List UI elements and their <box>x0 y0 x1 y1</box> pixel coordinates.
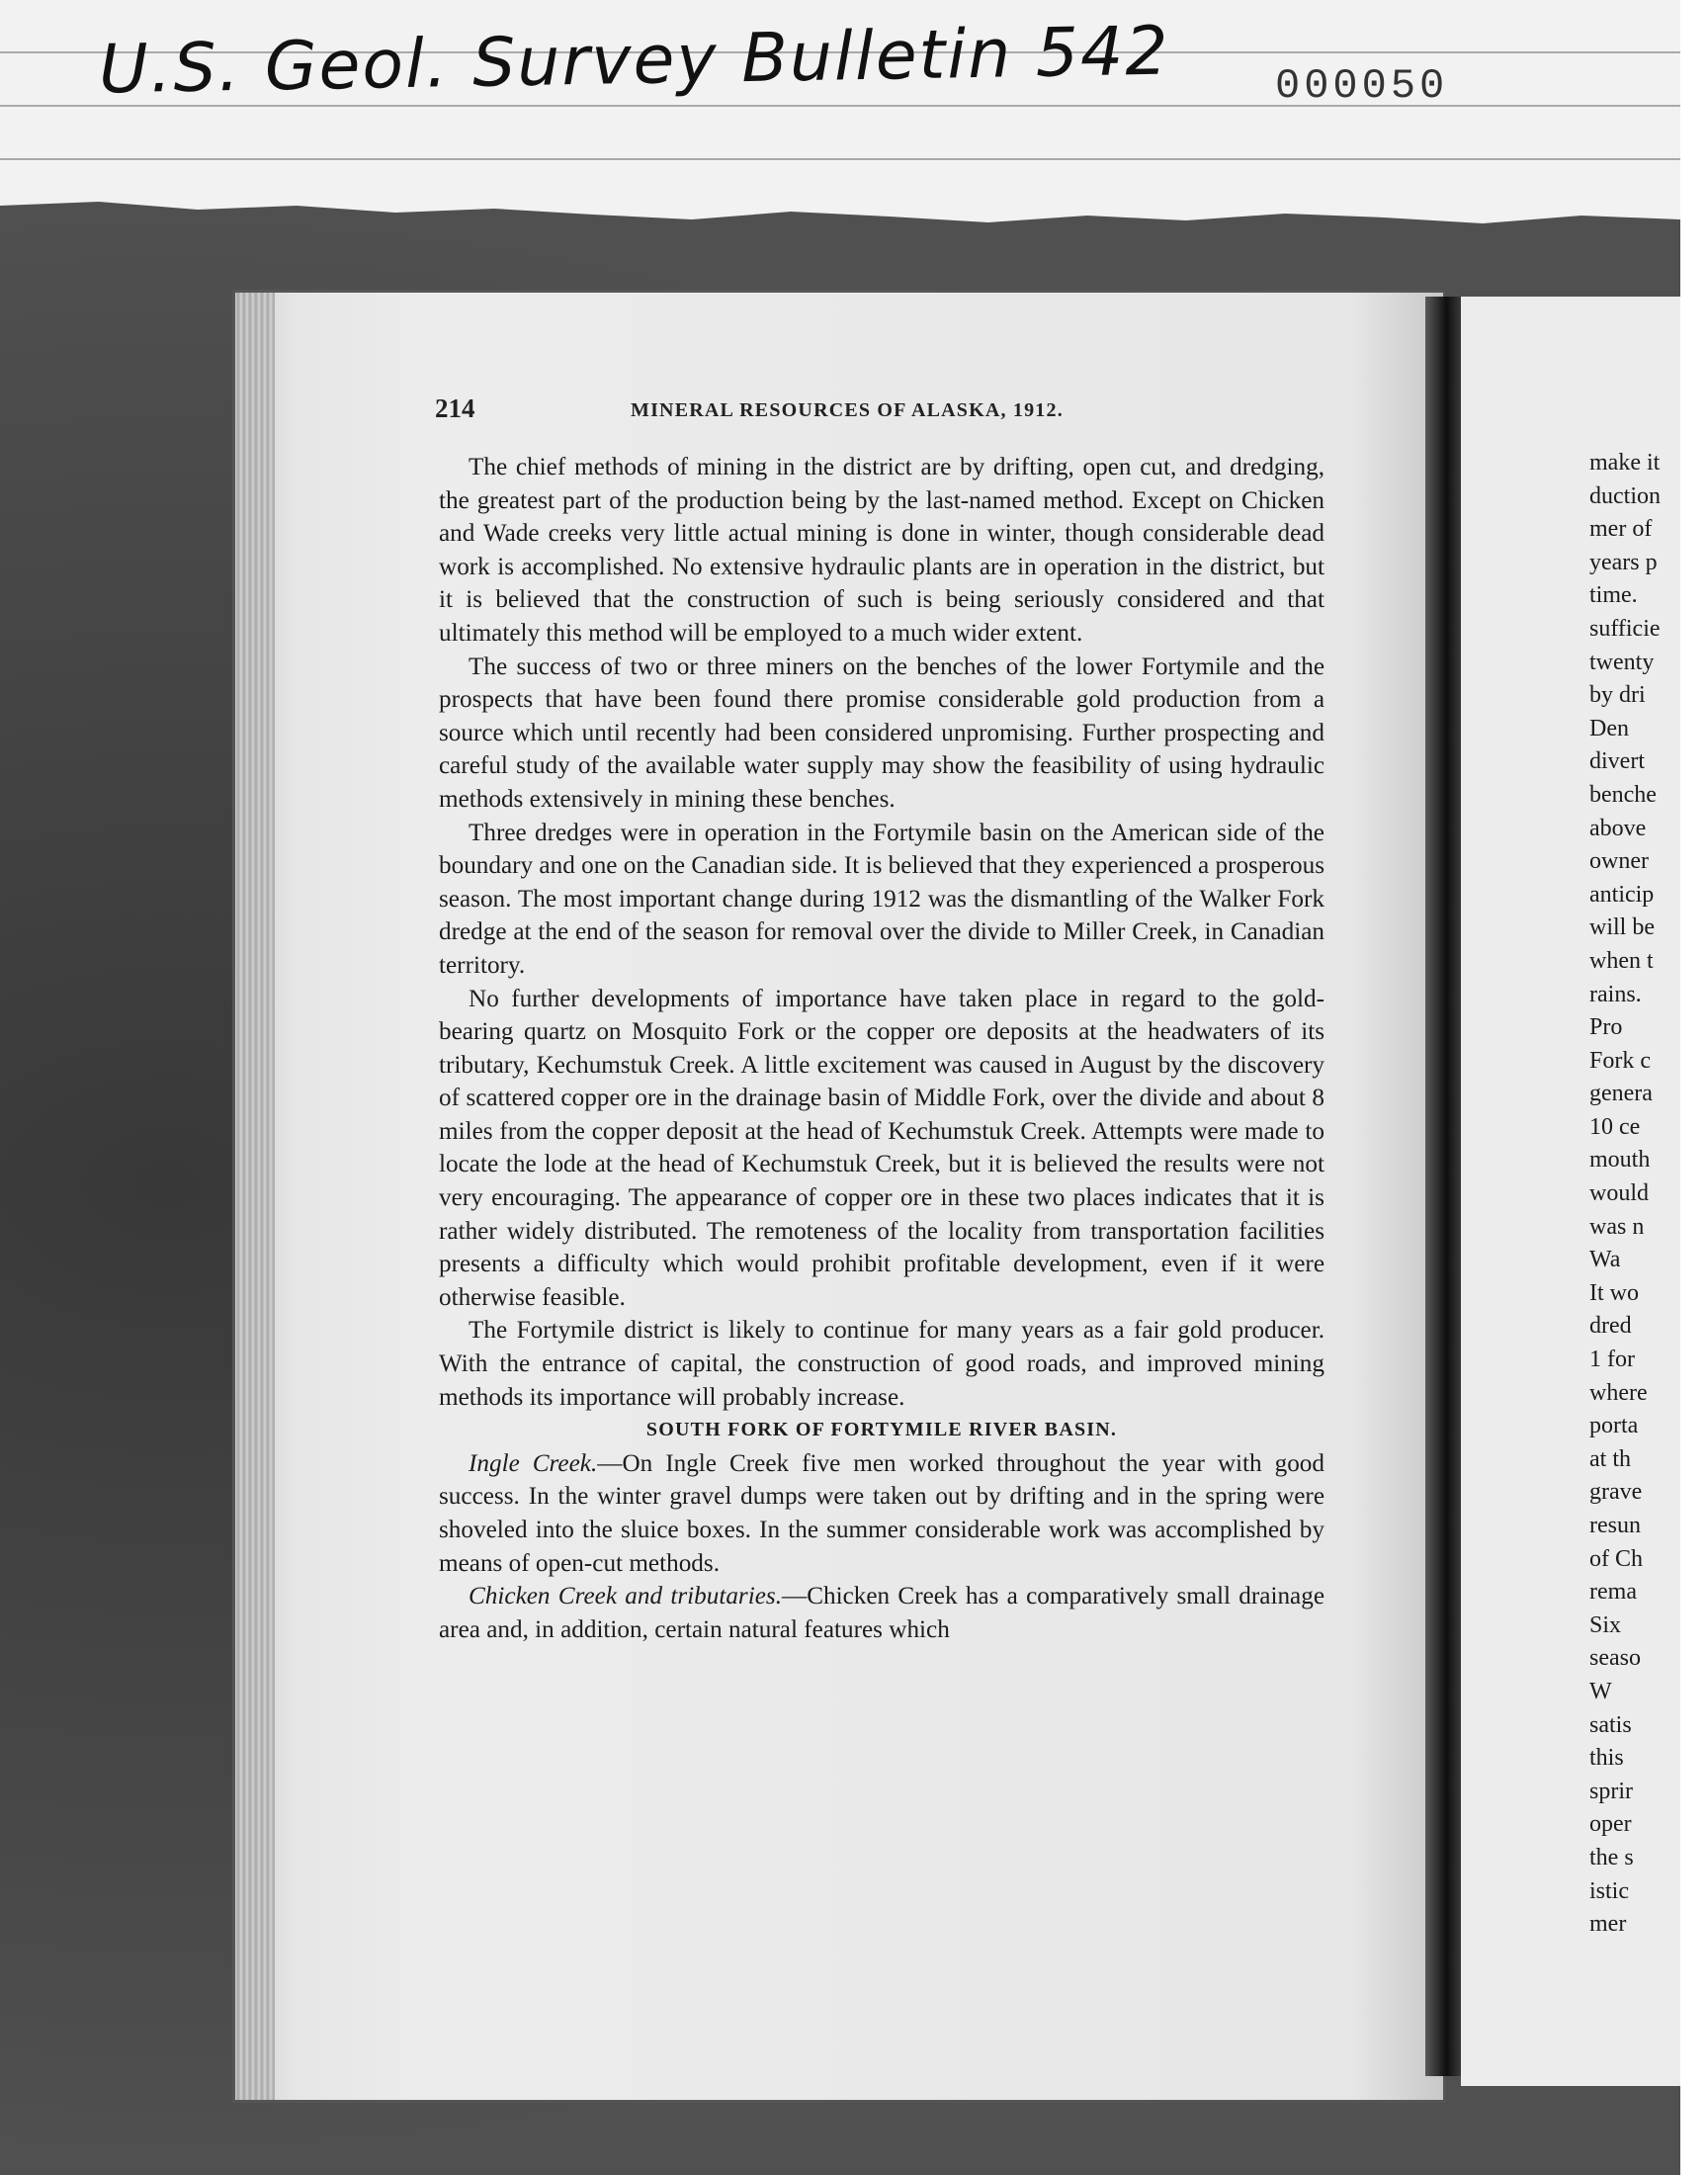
section-heading: SOUTH FORK OF FORTYMILE RIVER BASIN. <box>645 1419 1118 1441</box>
paragraph-ingle-creek <box>439 1447 1324 1580</box>
facing-page-line: rains. <box>1589 981 1642 1007</box>
facing-page <box>1461 297 1680 2086</box>
facing-page-line: would <box>1589 1180 1649 1207</box>
handwritten-title: U.S. Geol. Survey Bulletin 542 <box>98 12 1171 110</box>
facing-page-line: above <box>1589 815 1647 841</box>
facing-page-line: when t <box>1589 947 1654 974</box>
facing-page-line: will be <box>1589 914 1655 941</box>
facing-page-line: mer of <box>1589 516 1653 543</box>
facing-page-text <box>1589 447 1680 1942</box>
facing-page-line: sufficie <box>1589 615 1661 642</box>
facing-page-line: It wo <box>1589 1279 1639 1306</box>
ingle-creek-text: —On Ingle Creek five men worked throughout the year with good success. In the winter gravel dumps were taken out by drifting and in the spring were shoveled into the sluice boxes. In the summer considerable work was accomplished by means of open-cut methods. <box>439 1449 1324 1577</box>
paragraph-dredges: Three dredges were in operation in the Fortymile basin on the American side of the boundary and one on the Canadian side. It is believed that they experienced a prosperous season. The most important change during 1912 was the dismantling of the Walker Fork dredge at the end of the season for removal over the divide to Miller Creek, in Canadian territory. <box>439 819 1324 979</box>
facing-page-line: of Ch <box>1589 1545 1643 1572</box>
facing-page-line: genera <box>1589 1081 1653 1107</box>
facing-page-line: rema <box>1589 1579 1637 1606</box>
page-heading: MINERAL RESOURCES OF ALASKA, 1912. <box>631 399 1064 421</box>
facing-page-line: istic <box>1589 1877 1629 1904</box>
facing-page-line: years p <box>1589 549 1658 575</box>
facing-page-line: the s <box>1589 1844 1634 1870</box>
chicken-creek-lead: Chicken Creek and tributaries. <box>469 1583 782 1610</box>
chicken-creek-text: —Chicken Creek has a comparatively small drainage area and, in addition, certain natural features which <box>439 1583 1325 1643</box>
facing-page-line: make it <box>1589 450 1661 476</box>
paragraph-mining-methods: The chief methods of mining in the district are by drifting, open cut, and dredging, the greatest part of the production being by the last-named method. Except on Chicken and Wade creeks very little actual mining is done in winter, though considerable dead work is accomplished. No extensive hydraulic plants are in operation in the district, but it is believed that the construction of such is being seriously considered and that ultimately this method will be employed to a much wider extent. <box>439 454 1324 647</box>
book-gutter <box>1425 297 1461 2076</box>
facing-page-line: time. <box>1589 582 1638 609</box>
facing-page-line: at th <box>1589 1445 1631 1472</box>
facing-page-line: where <box>1589 1379 1648 1406</box>
paragraph-bench-success: The success of two or three miners on the benches of the lower Fortymile and the prospects that have been found there promise considerable gold production from a source which until recently had been considered unpromising. Further prospecting and careful study of the available water supply may show the feasibility of using hydraulic methods extensively in mining these benches. <box>439 652 1324 813</box>
facing-page-line: grave <box>1589 1479 1643 1506</box>
facing-page-line: Wa <box>1589 1247 1621 1273</box>
facing-page-line: Pro <box>1589 1014 1623 1041</box>
torn-paper-edge <box>0 194 1680 238</box>
facing-page-line: this <box>1589 1745 1624 1772</box>
facing-page-line: satis <box>1589 1711 1632 1738</box>
header-strip <box>0 0 1680 222</box>
page-number: 214 <box>435 393 475 423</box>
facing-page-line: Fork c <box>1589 1047 1651 1074</box>
right-margin <box>1680 0 1708 2175</box>
facing-page-line: by dri <box>1589 682 1646 709</box>
facing-page-line: mer <box>1589 1911 1627 1938</box>
paragraph-district-outlook: The Fortymile district is likely to continue for many years as a fair gold producer. With the entrance of capital, the construction of good roads, and improved mining methods its importance will probably increase. <box>439 1317 1324 1411</box>
facing-page-line: mouth <box>1589 1147 1651 1174</box>
facing-page-line: seaso <box>1589 1645 1641 1672</box>
stamp-number: 000050 <box>1275 62 1449 110</box>
ingle-creek-lead: Ingle Creek. <box>469 1449 598 1477</box>
facing-page-line: owner <box>1589 848 1649 875</box>
facing-page-line: was n <box>1589 1213 1645 1240</box>
facing-page-line: divert <box>1589 748 1645 775</box>
facing-page-line: sprir <box>1589 1778 1633 1804</box>
paragraph-copper-developments: No further developments of importance have taken place in regard to the gold-bearing quartz on Mosquito Fork or the copper ore deposits at the headwaters of its tributary, Kechumstuk Creek. A little excitement was caused in August by the discovery of scattered copper ore in the drainage basin of Middle Fork, over the divide and about 8 miles from the copper deposit at the head of Kechumstuk Creek. Attempts were made to locate the lode at the head of Kechumstuk Creek, but it is believed the results were not very encouraging. The appearance of copper ore in these two places indicates that it is rather widely distributed. The remoteness of the locality from transportation facilities presents a difficulty which would prohibit profitable development, even if it were otherwise feasible. <box>439 985 1324 1311</box>
facing-page-line: 10 ce <box>1589 1113 1641 1140</box>
facing-page-line: oper <box>1589 1811 1632 1838</box>
facing-page-line: 1 for <box>1589 1347 1635 1373</box>
facing-page-line: W <box>1589 1678 1612 1704</box>
facing-page-line: Six <box>1589 1611 1622 1638</box>
facing-page-line: resun <box>1589 1513 1641 1538</box>
facing-page-line: anticip <box>1589 881 1655 908</box>
body-text <box>439 451 1324 1646</box>
facing-page-line: benche <box>1589 781 1657 808</box>
facing-page-line: duction <box>1589 482 1661 509</box>
page-edge-stack <box>235 293 275 2100</box>
facing-page-line: Den <box>1589 715 1629 741</box>
facing-page-line: twenty <box>1589 649 1655 675</box>
facing-page-line: dred <box>1589 1313 1632 1340</box>
facing-page-line: porta <box>1589 1413 1639 1439</box>
paragraph-chicken-creek <box>439 1580 1324 1646</box>
